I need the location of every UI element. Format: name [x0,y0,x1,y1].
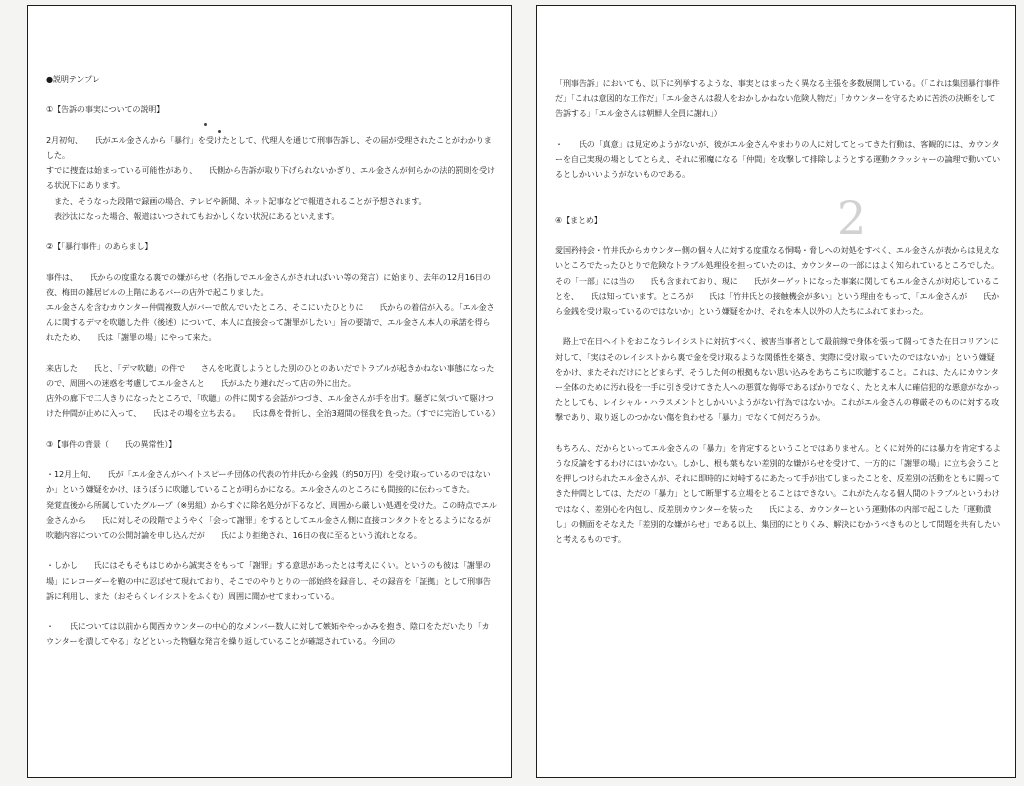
paragraph: 2月初旬、 氏がエル金さんから「暴行」を受けたとして、代理人を通じて刑事告訴し、その届が受理されたことがわかりました。 [46,134,492,160]
right-page [536,5,1016,778]
right-page-body [555,76,1001,547]
paragraph: もちろん、だからといってエル金さんの「暴力」を肯定するということではありません。とくに対外的には暴力を肯定するような反論をするわけにはいかない。しかし、根も葉もない差別的な嫌がらせを受けて、一方的に「謝罪の場」に立ち会うことを押しつけられたエル金さんが、それに即時的に対峙するにあたって手が出てしまったことを、反差別の活動をともに闘ってきた仲間としては、ただの「暴力」として断罪する立場をとることはできない。これがたんなる個人間のトラブルというわけではなく、差別心を内包し、反差別カウンターを装った 氏による、カウンターという運動体の内部で起こした「運動潰し」の側面をそなえた「差別的な嫌がらせ」である以上、集団的にとりくみ、解決にむかうべきものとして問題を共有したいと考えるものです。 [555,442,1001,544]
paragraph: 事件は、 氏からの度重なる裏での嫌がらせ（名指しでエル金さんがされればいい等の発言）に始まり、去年の12月16日の夜、梅田の雑居ビルの上階にあるバーの店外で起こりました。 [46,271,491,297]
paragraph: 路上で在日ヘイトをおこなうレイシストに対抗すべく、被害当事者として最前線で身体を張って闘ってきた在日コリアンに対して、「実はそのレイシストから裏で金を受け取るような関係性を築き、実際に受け取っていたのではないか」という嫌疑をかけ、またそれだけにとどまらず、そうした何の根拠もない思い込みをあちこちに吹聴すること。これは、たんにカウンター全体のために汚れ役を一手に引き受けてきた人への悪質な侮辱であるばかりでなく、たとえ本人に確信犯的な悪意がなかったとしても、レイシャル・ハラスメントとしかいいようがない行為ではないか。これがエル金さんの尊厳そのものに対する攻撃であり、取り返しのつかない傷を負わせる「暴力」でなくて何だろうか。 [555,336,1000,423]
paragraph: エル金さんを含むカウンター仲間複数人がバーで飲んでいたところ、そこにいたひとりに 氏からの着信が入る。「エル金さんに関するデマを吹聴した件（後述）について、本人に直接会って謝罪がしたい」旨の要請で、エル金さん本人の承諾を得られたため、 氏は「謝罪の場」にやって来た。 [46,301,495,343]
blank-line [46,346,497,361]
bleed-through-mark: 2 [837,191,867,245]
paragraph: すでに捜査は始まっている可能性があり、 氏側から告訴が取り下げられないかぎり、エル金さんが何らかの法的罰則を受ける状況下にあります。 [46,165,495,191]
paragraph: 発覚直後から所属していたグループ（※男組）からすぐに除名処分が下るなど、周囲から厳しい処遇を受けた。この時点でエル金さんから 氏に対しその段階でようやく「会って謝罪」をするとしてエル金さん側に直接コンタクトをとるようになるが吹聴内容についての公開討論を申し込んだが 氏により拒絶され、16日の夜に至るという流れとなる。 [46,499,497,540]
blank-line [46,422,497,437]
blank-line [46,543,497,558]
paragraph: ・しかし 氏にはそもそもはじめから誠実さをもって「謝罪」する意思があったとは考えにくい。というのも彼は「謝罪の場」にレコーダーを鞄の中に忍ばせて現れており、そこでのやりとりの一部始終を録音し、その録音を「証拠」として刑事告訴に利用し、また（おそらくレイシストをふくむ）周囲に聞かせてまわっている。 [46,560,491,601]
paragraph: ●説明テンプレ [46,74,100,84]
blank-line [46,254,497,269]
blank-line [555,228,1001,243]
paragraph: ・ 氏については以前から関西カウンターの中心的なメンバー数人に対して嫉妬ややっかみを抱き、陰口をただいたり「カウンターを潰してやる」などといった物騒な発言を繰り返していることが確認されている。今回の [46,621,490,647]
paragraph: ③【事件の背景（ 氏の異常性）】 [46,438,177,449]
blank-line [46,118,497,133]
blank-line [555,182,1001,197]
blank-line [555,426,1001,441]
paragraph: ・ 氏の「真意」は見定めようがないが、彼がエル金さんやまわりの人に対してとってきた行動は、客観的には、カウンターを自己実現の場としてとらえ、それに邪魔になる「仲間」を攻撃して排除しようとする運動クラッシャーの論理で動いているとしかいいようがないものである。 [555,138,1001,180]
paragraph: 店外の廊下で二人きりになったところで、「吹聴」の件に関する会話がつづき、エル金さんが手を出す。騒ぎに気づいて駆けつけた仲間が止めに入って、 氏はその場を立ち去る。 氏は鼻を骨折し、全治3週間の怪我を負った。（すでに完治している） [46,393,500,419]
blank-line [46,87,497,102]
blank-line [555,198,1001,213]
paragraph: ④【まとめ】 [555,214,602,225]
paragraph: 「刑事告訴」においても、以下に列挙するような、事実とはまったく異なる主張を多数展開している。（「これは集団暴行事件だ」「これは意図的な工作だ」「エル金さんは殺人をおかしかねない危険人物だ」「カウンターを守るために苦渋の決断をして告訴する」「エル金さんは朝鮮人全員に謝れ」） [555,78,1000,119]
paragraph: 来店した 氏と、「デマ吹聴」の件で さんを叱責しようとした別のひとのあいだでトラブルが起きかねない事態になったので、周囲への迷惑を考慮してエル金さんと 氏がふたり連れだって店の外に出た。 [46,362,495,388]
paragraph: ・12月上旬、 氏が「エル金さんがヘイトスピーチ団体の代表の竹井氏から金銭（約50万円）を受け取っているのではないか」という嫌疑をかけ、ほうぼうに吹聴していることが明らかになる。エル金さんのところにも間接的に伝わってきた。 [46,469,491,495]
left-page-body [46,72,500,650]
paragraph: ①【告訴の事実についての説明】 [46,104,165,115]
paragraph: また、そうなった段階で録画の場合、テレビや新聞、ネット記事などで報道されることが予想されます。 [46,195,427,206]
blank-line [46,224,497,239]
paragraph: 愛国矜持会・竹井氏からカウンター側の個々人に対する度重なる恫喝・脅しへの対処をすべく、エル金さんが表からは見えないところでたったひとりで危険なトラブル処理役を担っていたのは、カウンターの一部にはよく知られているところでした。その「一部」には当の 氏も含まれており、現に 氏がターゲットになった事案に関してもエル金さんが対応していることを、 氏は知っています。ところが 氏は「竹井氏との接触機会が多い」という理由をもって、「エル金さんが 氏から金銭を受け取っているのではないか」という嫌疑をかけ、それを本人以外の人たちにふれてまわった。 [555,245,1000,316]
left-page [27,5,512,778]
blank-line [46,604,497,619]
paragraph: ②【「暴行事件」のあらまし】 [46,241,153,252]
blank-line [46,452,497,467]
blank-line [555,319,1001,334]
paragraph: 表沙汰になった場合、報道はいつされてもおかしくない状況にあるといえます。 [46,210,340,221]
blank-line [555,122,1001,137]
